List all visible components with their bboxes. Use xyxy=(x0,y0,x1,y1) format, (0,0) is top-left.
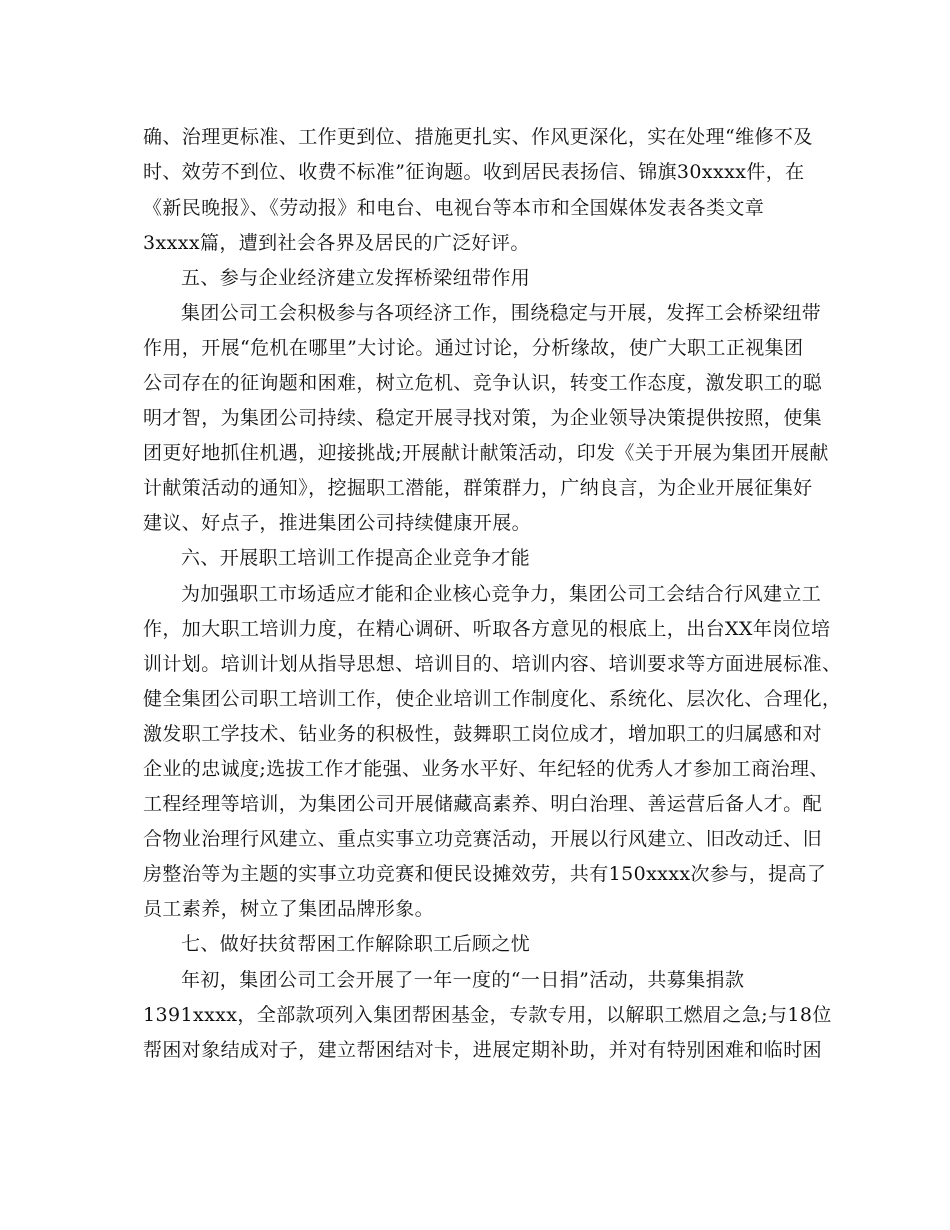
text-line: 房整治等为主题的实事立功竞赛和便民设摊效劳，共有150xxxx次参与，提高了 xyxy=(143,863,827,885)
text-line: 员工素养，树立了集团品牌形象。 xyxy=(143,898,435,920)
paragraph-first-line: 集团公司工会积极参与各项经济工作，围绕稳定与开展，发挥工会桥梁纽带 xyxy=(181,302,822,324)
text-line: 计献策活动的通知》，挖掘职工潜能，群策群力，广纳良言，为企业开展征集好 xyxy=(143,477,813,499)
text-line: 作用，开展“危机在哪里”大讨论。通过讨论，分析缘故，使广大职工正视集团 xyxy=(143,337,804,359)
text-line: 建议、好点子，推进集团公司持续健康开展。 xyxy=(143,512,532,534)
text-line: 明才智，为集团公司持续、稳定开展寻找对策，为企业领导决策提供按照，使集 xyxy=(143,407,823,429)
text-line: 工程经理等培训，为集团公司开展储藏高素养、明白治理、善运营后备人才。配 xyxy=(143,793,823,815)
text-line: 1391xxxx，全部款项列入集团帮困基金，专款专用，以解职工燃眉之急;与18位 xyxy=(143,1004,832,1026)
paragraph-first-line: 为加强职工市场适应才能和企业核心竞争力，集团公司工会结合行风建立工 xyxy=(181,583,822,605)
text-line: 激发职工学技术、钻业务的积极性，鼓舞职工岗位成才，增加职工的归属感和对 xyxy=(143,723,823,745)
text-line: 确、治理更标准、工作更到位、措施更扎实、作风更深化，实在处理“维修不及 xyxy=(143,126,813,148)
text-line: 训计划。培训计划从指导思想、培训目的、培训内容、培训要求等方面进展标准、 xyxy=(143,653,842,675)
text-line: 《新民晚报》、《劳动报》和电台、电视台等本市和全国媒体发表各类文章 xyxy=(143,197,765,219)
section-heading: 五、参与企业经济建立发挥桥梁纽带作用 xyxy=(181,267,531,289)
text-line: 3xxxx篇，遭到社会各界及居民的广泛好评。 xyxy=(143,232,530,254)
text-line: 企业的忠诚度;选拔工作才能强、业务水平好、年纪轻的优秀人才参加工商治理、 xyxy=(143,758,829,780)
text-line: 合物业治理行风建立、重点实事立功竞赛活动，开展以行风建立、旧改动迁、旧 xyxy=(143,828,823,850)
section-heading: 六、开展职工培训工作提高企业竞争才能 xyxy=(181,547,531,569)
text-line: 帮困对象结成对子，建立帮困结对卡，进展定期补助，并对有特别困难和临时困 xyxy=(143,1039,823,1061)
text-line: 时、效劳不到位、收费不标准”征询题。收到居民表扬信、锦旗30xxxx件，在 xyxy=(143,161,805,183)
text-line: 公司存在的征询题和困难，树立危机、竞争认识，转变工作态度，激发职工的聪 xyxy=(143,372,823,394)
text-line: 健全集团公司职工培训工作，使企业培训工作制度化、系统化、层次化、合理化， xyxy=(143,688,842,710)
paragraph-first-line: 年初，集团公司工会开展了一年一度的“一日捐”活动，共募集捐款 xyxy=(181,969,745,991)
text-line: 团更好地抓住机遇，迎接挑战;开展献计献策活动，印发《关于开展为集团开展献 xyxy=(143,442,829,464)
section-heading: 七、做好扶贫帮困工作解除职工后顾之忧 xyxy=(181,933,531,955)
text-line: 作，加大职工培训力度，在精心调研、听取各方意见的根底上，出台XX年岗位培 xyxy=(143,618,831,640)
